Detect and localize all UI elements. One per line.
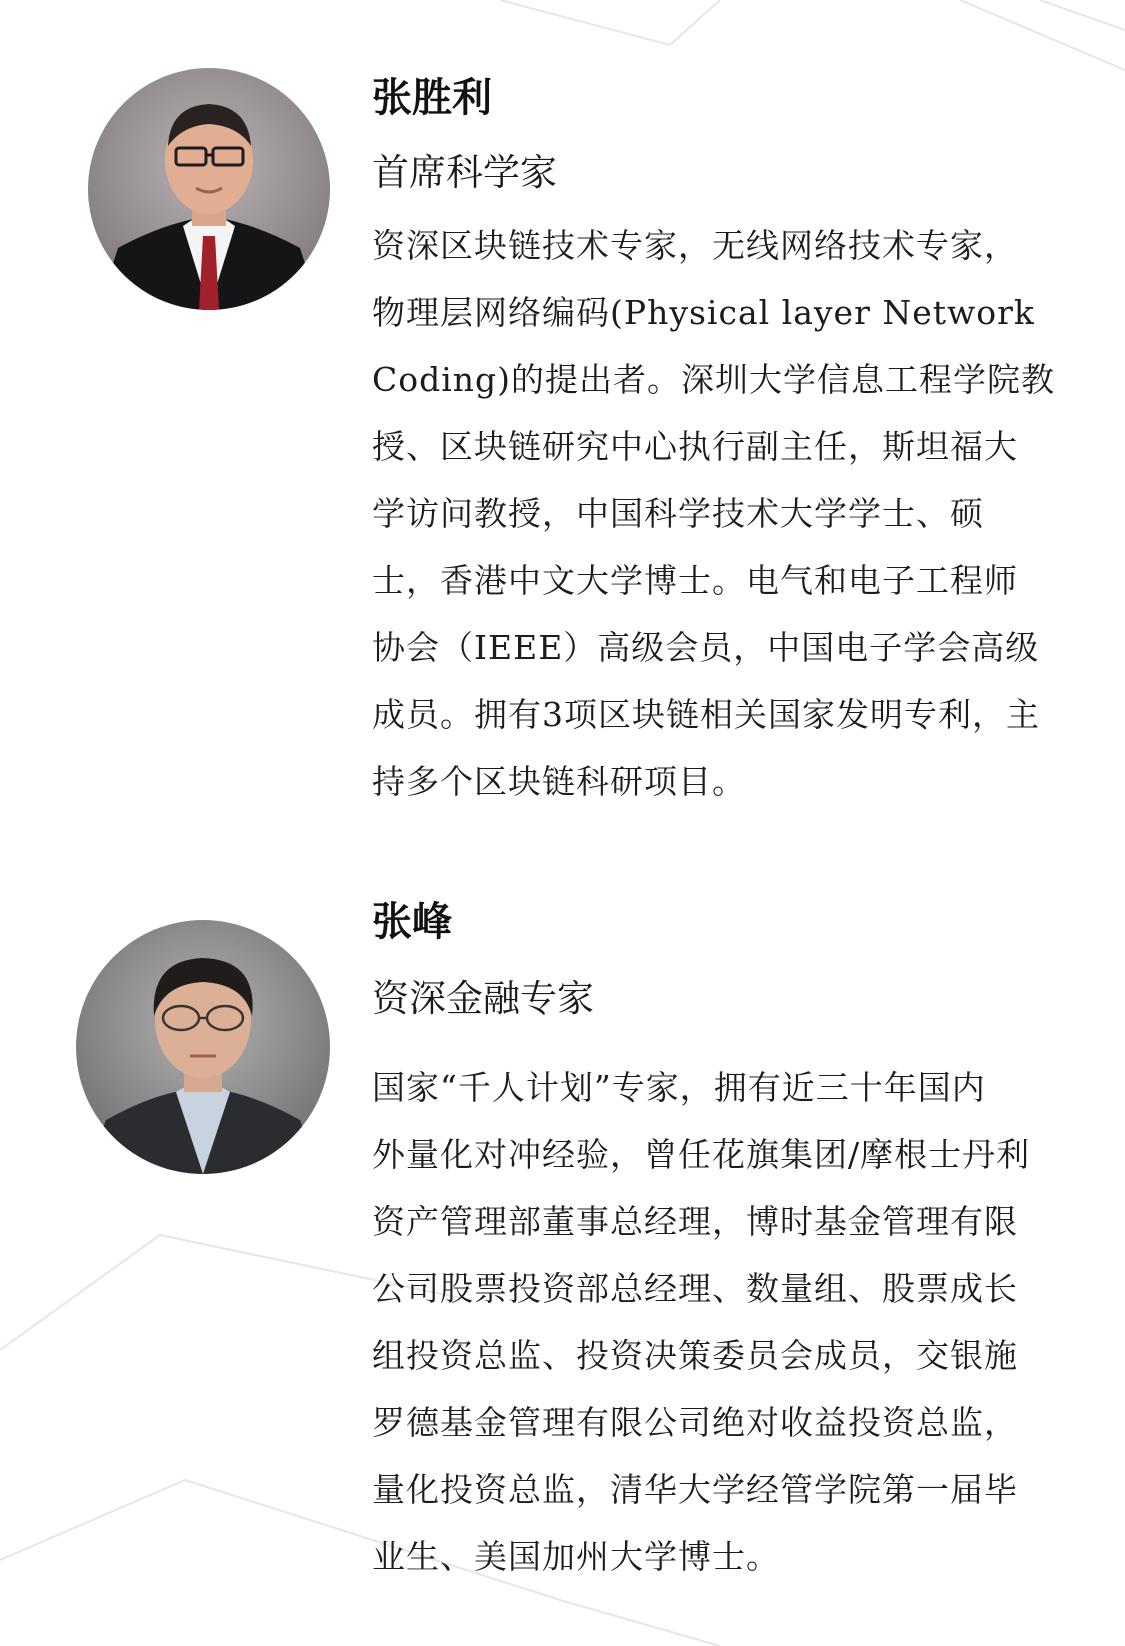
profile-name: 张峰 [372,899,452,945]
bio-line: 士，香港中文大学博士。电气和电子工程师 [372,561,1018,600]
bio-line: 资产管理部董事总经理，博时基金管理有限 [372,1202,1018,1241]
bio-line: 资深区块链技术专家，无线网络技术专家， [372,226,1018,265]
bio-line: 协会（IEEE）高级会员，中国电子学会高级 [372,628,1040,667]
profile-bio [372,212,1092,815]
bio-line: 外量化对冲经验，曾任花旗集团/摩根士丹利 [372,1135,1031,1174]
avatar [88,68,330,310]
bio-line: 物理层网络编码(Physical layer Network [372,293,1035,332]
bio-line: 国家“千人计划”专家，拥有近三十年国内 [372,1068,986,1107]
bio-line: 持多个区块链科研项目。 [372,762,746,801]
profile-bio [372,1054,1092,1590]
bio-line: 学访问教授，中国科学技术大学学士、硕 [372,494,984,533]
bio-line: 业生、美国加州大学博士。 [372,1537,780,1576]
bio-line: 成员。拥有3项区块链相关国家发明专利，主 [372,695,1040,734]
bio-line: Coding)的提出者。深圳大学信息工程学院教 [372,360,1056,399]
bio-line: 量化投资总监，清华大学经管学院第一届毕 [372,1470,1018,1509]
bio-line: 组投资总监、投资决策委员会成员，交银施 [372,1336,1018,1375]
bio-line: 授、区块链研究中心执行副主任，斯坦福大 [372,427,1018,466]
bio-line: 公司股票投资部总经理、数量组、股票成长 [372,1269,1018,1308]
bio-line: 罗德基金管理有限公司绝对收益投资总监， [372,1403,1018,1442]
avatar [76,920,330,1174]
profile-title: 首席科学家 [372,151,557,194]
profile-title: 资深金融专家 [372,977,594,1020]
profile-name: 张胜利 [372,75,492,121]
